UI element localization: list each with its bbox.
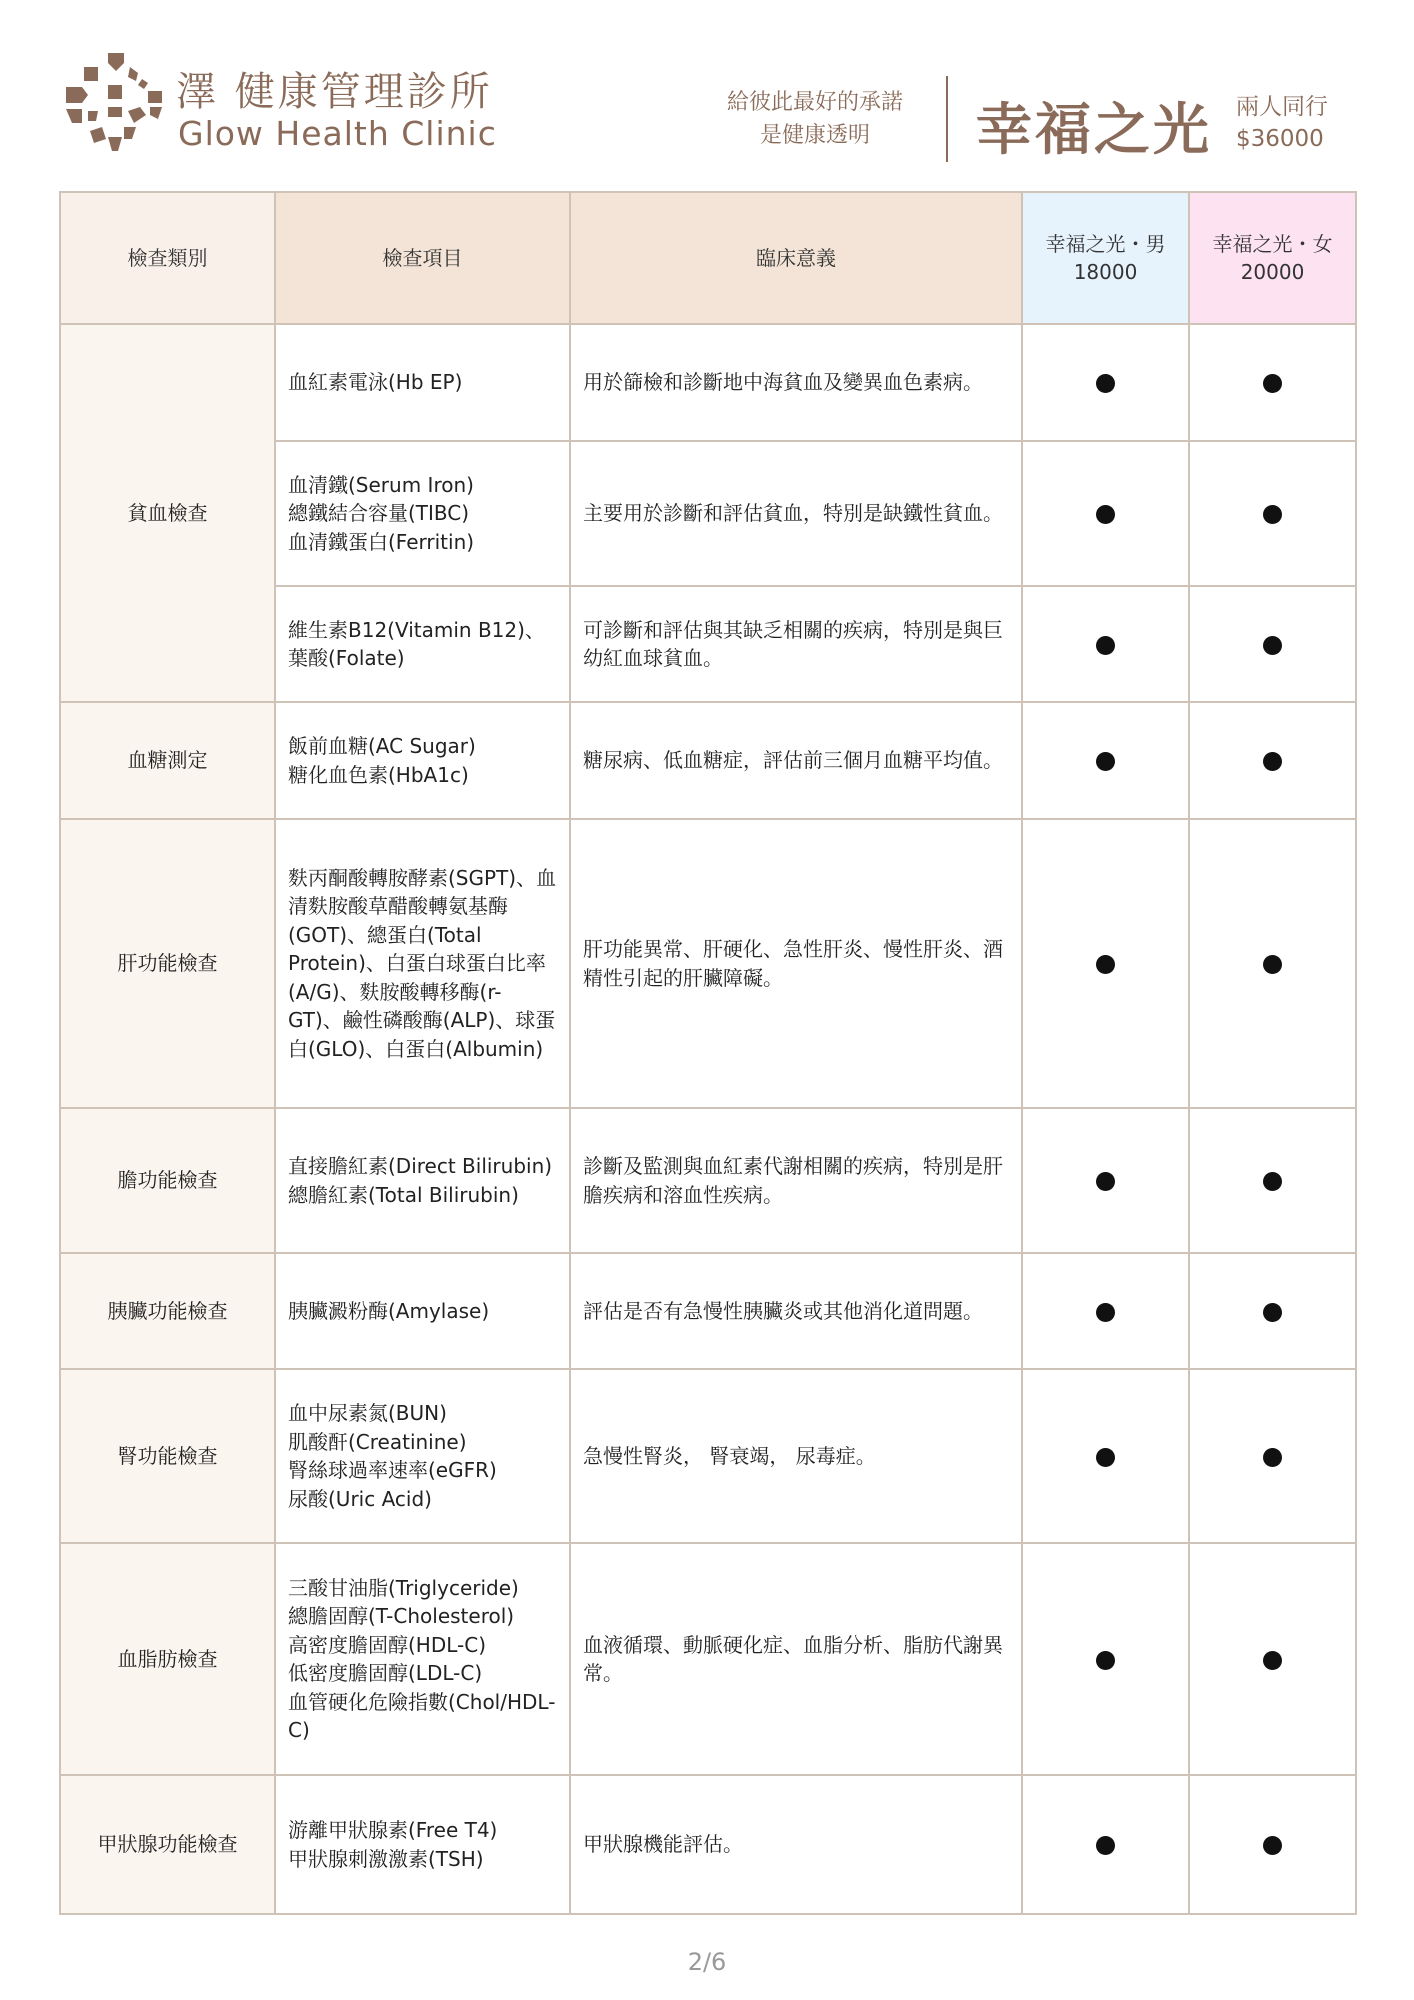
item-cell xyxy=(275,324,570,441)
item-line: 游離甲狀腺素(Free T4) xyxy=(288,1818,498,1842)
female-included-cell xyxy=(1189,819,1356,1108)
header-divider xyxy=(946,76,948,162)
plan-meta xyxy=(1236,91,1328,155)
item-line: 血清鐵(Serum Iron) xyxy=(288,472,474,497)
included-dot-icon xyxy=(1096,1172,1115,1191)
female-included-cell xyxy=(1189,324,1356,441)
table-row xyxy=(60,1108,1356,1253)
included-dot-icon xyxy=(1263,955,1282,974)
female-included-cell xyxy=(1189,441,1356,586)
item-line: 胰臟澱粉酶(Amylase) xyxy=(288,1298,490,1323)
included-dot-icon xyxy=(1263,1303,1282,1322)
category-cell: 貧血檢查 xyxy=(60,324,275,702)
item-line: 甲狀腺刺激激素(TSH) xyxy=(288,1846,484,1871)
included-dot-icon xyxy=(1096,374,1115,393)
included-dot-icon xyxy=(1263,1651,1282,1670)
item-cell xyxy=(275,819,570,1108)
item-line: 血清鐵蛋白(Ferritin) xyxy=(288,529,475,554)
included-dot-icon xyxy=(1096,1651,1115,1670)
table-row xyxy=(60,324,1356,441)
item-cell xyxy=(275,1775,570,1914)
item-line: 糖化血色素(HbA1c) xyxy=(288,762,469,787)
included-dot-icon xyxy=(1263,636,1282,655)
item-line: 腎絲球過率速率(eGFR) xyxy=(288,1458,497,1482)
item-line: 血紅素電泳(Hb EP) xyxy=(288,370,463,395)
meaning-cell: 甲狀腺機能評估。 xyxy=(570,1775,1022,1914)
category-cell: 腎功能檢查 xyxy=(60,1369,275,1543)
table-row xyxy=(60,1369,1356,1543)
included-dot-icon xyxy=(1096,752,1115,771)
male-plan-price: 18000 xyxy=(1073,260,1138,284)
item-line: 麩丙酮酸轉胺酵素(SGPT)、血清麩胺酸草醋酸轉氨基酶(GOT)、總蛋白(Total Protein)、白蛋白球蛋白比率(A/G)、麩胺酸轉移酶(r-GT)、鹼性磷酸酶(ALP)、球蛋白(GLO)、白蛋白(Albumin) xyxy=(288,865,557,1061)
meaning-cell: 診斷及監測與血紅素代謝相關的疾病，特別是肝膽疾病和溶血性疾病。 xyxy=(570,1108,1022,1253)
male-included-cell xyxy=(1022,586,1189,702)
header-female-plan xyxy=(1189,192,1356,324)
included-dot-icon xyxy=(1263,1448,1282,1467)
item-line: 飯前血糖(AC Sugar) xyxy=(288,734,476,758)
meaning-cell: 血液循環、動脈硬化症、血脂分析、脂肪代謝異常。 xyxy=(570,1543,1022,1775)
category-cell: 血糖測定 xyxy=(60,702,275,819)
included-dot-icon xyxy=(1263,1836,1282,1855)
clinic-logo-icon xyxy=(66,53,162,153)
category-cell: 甲狀腺功能檢查 xyxy=(60,1775,275,1914)
female-included-cell xyxy=(1189,1369,1356,1543)
table-row xyxy=(60,1253,1356,1369)
included-dot-icon xyxy=(1096,1303,1115,1322)
table-header-row xyxy=(60,192,1356,324)
female-included-cell xyxy=(1189,1775,1356,1914)
exam-table xyxy=(59,191,1357,1915)
clinic-name-english: Glow Health Clinic xyxy=(178,114,497,153)
header-meaning: 臨床意義 xyxy=(570,192,1022,324)
item-cell xyxy=(275,1369,570,1543)
item-cell xyxy=(275,1253,570,1369)
page-header xyxy=(0,0,1414,190)
item-cell xyxy=(275,1108,570,1253)
header-category: 檢查類別 xyxy=(60,192,275,324)
clinic-name-chinese: 澤 健康管理診所 xyxy=(176,69,493,115)
category-cell: 血脂肪檢查 xyxy=(60,1543,275,1775)
table-row xyxy=(60,1775,1356,1914)
male-included-cell xyxy=(1022,1253,1189,1369)
included-dot-icon xyxy=(1263,752,1282,771)
plan-people: 兩人同行 xyxy=(1236,94,1328,120)
category-cell: 胰臟功能檢查 xyxy=(60,1253,275,1369)
female-included-cell xyxy=(1189,1253,1356,1369)
item-line: 低密度膽固醇(LDL-C) xyxy=(288,1661,483,1685)
male-plan-name: 幸福之光・男 xyxy=(1045,231,1166,256)
table-row xyxy=(60,819,1356,1108)
male-included-cell xyxy=(1022,1543,1189,1775)
meaning-cell: 急慢性腎炎， 腎衰竭， 尿毒症。 xyxy=(570,1369,1022,1543)
table-row xyxy=(60,702,1356,819)
header-male-plan xyxy=(1022,192,1189,324)
item-line: 總鐵結合容量(TIBC) xyxy=(288,501,470,526)
item-line: 肌酸酐(Creatinine) xyxy=(288,1429,467,1454)
included-dot-icon xyxy=(1096,636,1115,655)
item-line: 血管硬化危險指數(Chol/HDL-C) xyxy=(288,1689,556,1742)
item-line: 直接膽紅素(Direct Bilirubin) xyxy=(288,1154,553,1178)
female-included-cell xyxy=(1189,1543,1356,1775)
category-cell: 膽功能檢查 xyxy=(60,1108,275,1253)
male-included-cell xyxy=(1022,702,1189,819)
male-included-cell xyxy=(1022,819,1189,1108)
slogan-line-1: 給彼此最好的承諾 xyxy=(726,90,903,115)
item-line: 總膽紅素(Total Bilirubin) xyxy=(288,1182,519,1207)
item-line: 血中尿素氮(BUN) xyxy=(288,1401,447,1425)
male-included-cell xyxy=(1022,441,1189,586)
item-line: 高密度膽固醇(HDL-C) xyxy=(288,1632,487,1657)
included-dot-icon xyxy=(1263,505,1282,524)
included-dot-icon xyxy=(1263,1172,1282,1191)
item-line: 維生素B12(Vitamin B12)、葉酸(Folate) xyxy=(288,617,545,670)
plan-title: 幸福之光 xyxy=(976,98,1212,163)
meaning-cell: 肝功能異常、肝硬化、急性肝炎、慢性肝炎、酒精性引起的肝臟障礙。 xyxy=(570,819,1022,1108)
included-dot-icon xyxy=(1096,1448,1115,1467)
page-number: 2/6 xyxy=(687,1948,727,1976)
male-included-cell xyxy=(1022,1369,1189,1543)
female-included-cell xyxy=(1189,586,1356,702)
male-included-cell xyxy=(1022,1108,1189,1253)
item-line: 總膽固醇(T-Cholesterol) xyxy=(288,1604,515,1628)
slogan xyxy=(700,86,930,152)
meaning-cell: 評估是否有急慢性胰臟炎或其他消化道問題。 xyxy=(570,1253,1022,1369)
female-included-cell xyxy=(1189,702,1356,819)
included-dot-icon xyxy=(1096,505,1115,524)
female-plan-name: 幸福之光・女 xyxy=(1212,231,1333,256)
male-included-cell xyxy=(1022,1775,1189,1914)
included-dot-icon xyxy=(1096,955,1115,974)
meaning-cell: 用於篩檢和診斷地中海貧血及變異血色素病。 xyxy=(570,324,1022,441)
meaning-cell: 主要用於診斷和評估貧血，特別是缺鐵性貧血。 xyxy=(570,441,1022,586)
item-line: 三酸甘油脂(Triglyceride) xyxy=(288,1575,519,1600)
category-cell: 肝功能檢查 xyxy=(60,819,275,1108)
header-item: 檢查項目 xyxy=(275,192,570,324)
item-line: 尿酸(Uric Acid) xyxy=(288,1486,432,1511)
female-plan-price: 20000 xyxy=(1240,260,1305,284)
item-cell xyxy=(275,702,570,819)
item-cell xyxy=(275,1543,570,1775)
included-dot-icon xyxy=(1096,1836,1115,1855)
item-cell xyxy=(275,586,570,702)
meaning-cell: 糖尿病、低血糖症，評估前三個月血糖平均值。 xyxy=(570,702,1022,819)
meaning-cell: 可診斷和評估與其缺乏相關的疾病，特別是與巨幼紅血球貧血。 xyxy=(570,586,1022,702)
slogan-line-2: 是健康透明 xyxy=(759,123,870,148)
female-included-cell xyxy=(1189,1108,1356,1253)
included-dot-icon xyxy=(1263,374,1282,393)
table-row xyxy=(60,1543,1356,1775)
male-included-cell xyxy=(1022,324,1189,441)
plan-price: $36000 xyxy=(1236,126,1324,152)
item-cell xyxy=(275,441,570,586)
